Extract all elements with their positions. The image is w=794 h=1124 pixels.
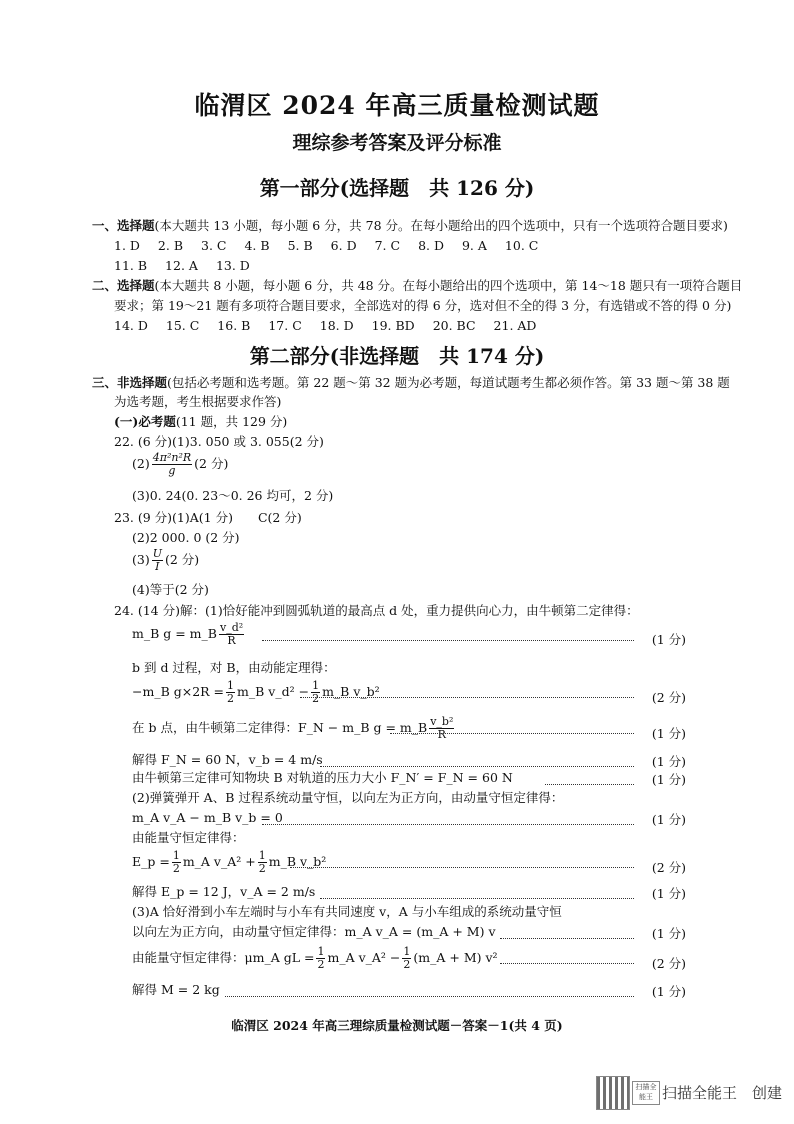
- section3-text2: 为选考题，考生根据要求作答): [114, 394, 282, 409]
- leader-dots: [320, 766, 634, 767]
- answer-item: 8. D: [418, 238, 444, 253]
- frac-numerator: 1: [403, 945, 411, 958]
- q24-eq1-numerator: v_d²: [219, 621, 244, 634]
- section2-answers-row: [114, 318, 554, 333]
- q22-fraction-denominator: g: [168, 464, 176, 477]
- q24-eq5-frac2: [258, 850, 267, 875]
- q24-eq6-frac1: [316, 946, 325, 971]
- score-label: (1 分): [651, 632, 686, 647]
- section1-answers-row1: [114, 238, 556, 253]
- watermark-text: 扫描全能王 创建: [662, 1084, 783, 1102]
- q24-part3-line1: (3)A 恰好滑到小车左端时与小车有共同速度 v，A 与小车组成的系统动量守恒: [132, 904, 562, 919]
- answer-item: 12. A: [165, 258, 198, 273]
- q23-part4: (4)等于(2 分): [132, 582, 209, 597]
- frac-denominator: 2: [317, 958, 325, 971]
- page-footer: 临渭区 2024 年高三理综质量检测试题－答案－1(共 4 页): [231, 1018, 563, 1033]
- q24-eq6-end: (m_A + M) v²: [413, 950, 498, 965]
- q24-eq2-end: m_B v_b²: [322, 684, 380, 699]
- answer-item: 5. B: [287, 238, 313, 253]
- q24-newton-third-law: 由牛顿第三定律可知物块 B 对轨道的压力大小 F_N′ = F_N = 60 N: [132, 770, 513, 785]
- score-label: (2 分): [651, 690, 686, 705]
- section2-label: 二、选择题: [92, 278, 155, 293]
- q24-eq6-mid: m_A v_A² −: [327, 950, 401, 965]
- q22-part2: [132, 452, 228, 477]
- score-label: (1 分): [651, 812, 686, 827]
- camscanner-logo-icon: 扫描全能王: [632, 1081, 660, 1105]
- q24-solution3: 解得 M = 2 kg: [132, 982, 220, 997]
- q24-eq2-mid: m_B v_d² −: [237, 684, 310, 699]
- answer-item: 9. A: [461, 238, 487, 253]
- q24-eq3-left: 在 b 点，由牛顿第二定律得：F_N − m_B g = m_B: [132, 720, 428, 735]
- q24-eq1-left: m_B g = m_B: [132, 626, 217, 641]
- leader-dots: [320, 898, 634, 899]
- frac-numerator: 1: [317, 945, 325, 958]
- q24-eq5-end: m_B v_b²: [268, 854, 327, 869]
- q24-solution1: 解得 F_N = 60 N，v_b = 4 m/s: [132, 752, 323, 767]
- answer-item: 2. B: [157, 238, 184, 253]
- q24-part2-intro: (2)弹簧弹开 A、B 过程系统动量守恒，以向左为正方向，由动量守恒定律得：: [132, 790, 564, 805]
- section1-text: (本大题共 13 小题，每小题 6 分，共 78 分。在每小题给出的四个选项中，只有一个选项符合题目要求): [154, 218, 728, 233]
- section3-intro-line1: [92, 375, 730, 390]
- q23-part3-prefix: (3): [132, 552, 150, 567]
- page-subtitle: 理综参考答案及评分标准: [292, 132, 502, 154]
- answer-item: 4. B: [244, 238, 270, 253]
- scanner-watermark: [596, 1076, 786, 1110]
- required-label: (一)必考题: [114, 414, 176, 429]
- q24-intro: 24. (14 分)解：(1)恰好能冲到圆弧轨道的最高点 d 处，重力提供向心力，由牛顿第二定律得：: [114, 603, 639, 618]
- q24-solution2: 解得 E_p = 12 J，v_A = 2 m/s: [132, 884, 316, 899]
- frac-denominator: 2: [227, 692, 235, 705]
- q24-b-to-d: b 到 d 过程，对 B，由动能定理得：: [132, 660, 336, 675]
- score-label: (1 分): [651, 926, 686, 941]
- score-label: (1 分): [651, 754, 686, 769]
- q24-eq5-left: E_p =: [132, 854, 170, 869]
- q24-eq1: [132, 622, 246, 647]
- frac-denominator: 2: [312, 692, 320, 705]
- q24-eq2-left: −m_B g×2R =: [132, 684, 225, 699]
- score-label: (2 分): [651, 956, 686, 971]
- frac-denominator: 2: [258, 862, 266, 875]
- q24-eq3-numerator: v_b²: [430, 715, 454, 728]
- answer-item: 10. C: [504, 238, 539, 253]
- leader-dots: [262, 824, 634, 825]
- q24-eq1-denominator: R: [227, 634, 236, 647]
- q23-part1: 23. (9 分)(1)A(1 分) C(2 分): [114, 510, 302, 525]
- section1-answers-row2: [114, 258, 268, 273]
- section3-label: 三、非选择题: [92, 375, 168, 390]
- answer-item: 15. C: [165, 318, 200, 333]
- q24-eq6: [132, 946, 498, 971]
- leader-dots: [500, 938, 634, 939]
- frac-numerator: 1: [227, 679, 235, 692]
- q24-eq5: [132, 850, 326, 875]
- part1-heading: 第一部分(选择题 共 126 分): [259, 176, 535, 200]
- required-questions-heading: [114, 414, 287, 429]
- score-label: (2 分): [651, 860, 686, 875]
- leader-dots: [262, 640, 634, 641]
- answer-item: 14. D: [114, 318, 148, 333]
- answer-item: 3. C: [201, 238, 227, 253]
- answer-item: 19. BD: [371, 318, 415, 333]
- q24-eq2-frac1: [226, 680, 235, 705]
- score-label: (1 分): [651, 886, 686, 901]
- q24-eq6-left: 由能量守恒定律得：μm_A gL =: [132, 950, 315, 965]
- q24-part3-line2: 以向左为正方向，由动量守恒定律得：m_A v_A = (m_A + M) v: [132, 924, 496, 939]
- section1-intro: [92, 218, 728, 233]
- q23-part3-suffix: (2 分): [165, 552, 200, 567]
- q24-eq6-frac2: [402, 946, 411, 971]
- q24-eq3-fraction: [429, 716, 454, 741]
- q23-fraction: [152, 548, 163, 573]
- answer-item: 16. B: [217, 318, 251, 333]
- section3-text1: (包括必考题和选考题。第 22 题～第 32 题为必考题，每道试题考生都必须作答。第 33 题～第 38 题: [167, 375, 730, 390]
- qr-code-icon: [596, 1076, 630, 1110]
- frac-numerator: 1: [172, 849, 180, 862]
- q23-part2: (2)2 000. 0 (2 分): [132, 530, 240, 545]
- answer-item: 7. C: [374, 238, 401, 253]
- section2-intro-line1: [92, 278, 742, 293]
- score-label: (1 分): [651, 984, 686, 999]
- q22-part1: 22. (6 分)(1)3. 050 或 3. 055(2 分): [114, 434, 324, 449]
- section2-text1: (本大题共 8 小题，每小题 6 分，共 48 分。在每小题给出的四个选项中，第 14～18 题只有一项符合题目: [154, 278, 743, 293]
- frac-numerator: 1: [258, 849, 266, 862]
- q22-part3: (3)0. 24(0. 23～0. 26 均可，2 分): [132, 488, 334, 503]
- q24-eq5-frac1: [172, 850, 181, 875]
- q24-eq3: [132, 716, 456, 741]
- answer-item: 18. D: [319, 318, 354, 333]
- q22-fraction-numerator: 4π²n²R: [152, 451, 192, 464]
- section2-text2: 要求；第 19～21 题有多项符合题目要求，全部选对的得 6 分，选对但不全的得 3 分，有选错或不答的得 0 分): [114, 298, 732, 313]
- q24-eq4: m_A v_A − m_B v_b = 0: [132, 810, 283, 825]
- frac-numerator: 1: [312, 679, 320, 692]
- answer-item: 11. B: [114, 258, 148, 273]
- q24-eq5-mid: m_A v_A² +: [182, 854, 256, 869]
- q24-eq2: [132, 680, 380, 705]
- q23-fraction-denominator: I: [155, 560, 160, 573]
- answer-item: 17. C: [268, 318, 302, 333]
- leader-dots: [225, 996, 634, 997]
- leader-dots: [290, 867, 634, 868]
- q24-eq1-fraction: [219, 622, 244, 647]
- frac-denominator: 2: [172, 862, 180, 875]
- q24-eq2-frac2: [311, 680, 320, 705]
- score-label: (1 分): [651, 726, 686, 741]
- q23-part3: [132, 548, 199, 573]
- required-text: (11 题，共 129 分): [175, 414, 288, 429]
- score-label: (1 分): [651, 772, 686, 787]
- frac-denominator: 2: [403, 958, 411, 971]
- section1-label: 一、选择题: [92, 218, 155, 233]
- answer-item: 20. BC: [432, 318, 476, 333]
- leader-dots: [545, 784, 634, 785]
- q22-part2-suffix: (2 分): [194, 456, 229, 471]
- q22-part2-prefix: (2): [132, 456, 150, 471]
- answer-item: 6. D: [330, 238, 357, 253]
- q24-energy-intro: 由能量守恒定律得：: [132, 830, 245, 845]
- leader-dots: [300, 697, 634, 698]
- answer-item: 21. AD: [493, 318, 537, 333]
- q24-eq3-denominator: R: [437, 728, 446, 741]
- page-title: 临渭区 2024 年高三质量检测试题: [194, 91, 600, 120]
- q23-fraction-numerator: U: [152, 547, 162, 560]
- leader-dots: [500, 963, 634, 964]
- q22-fraction: [152, 452, 192, 477]
- part2-heading: 第二部分(非选择题 共 174 分): [249, 344, 545, 368]
- answer-item: 13. D: [215, 258, 250, 273]
- leader-dots: [390, 733, 634, 734]
- answer-item: 1. D: [114, 238, 140, 253]
